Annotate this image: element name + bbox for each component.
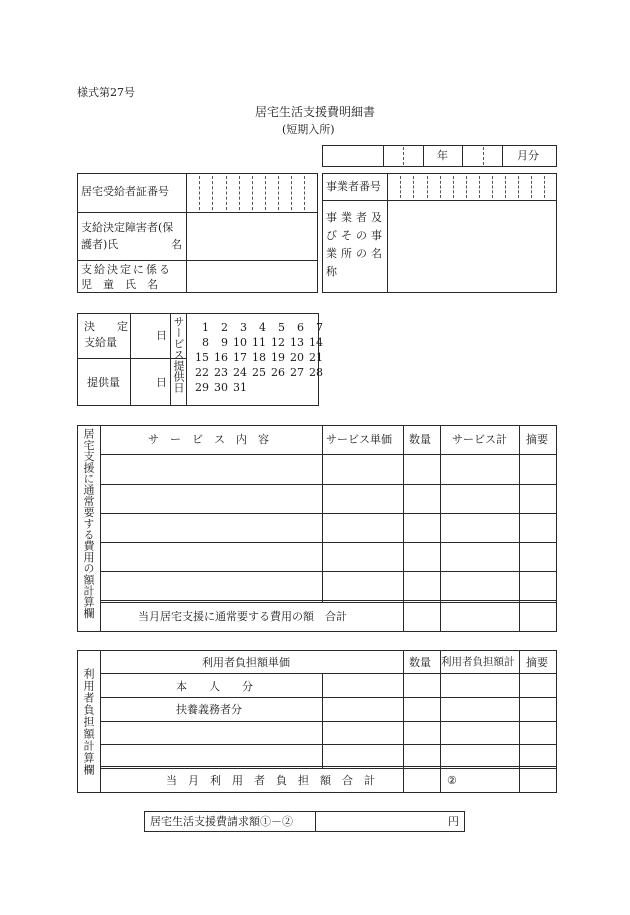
provider-name-label-2: びその事 [326, 229, 386, 242]
form-number: 様式第27号 [77, 86, 135, 99]
calendar-row [190, 335, 323, 350]
calendar-row [190, 350, 323, 365]
calendar-day: 11 [252, 336, 266, 349]
burden-total-label: 当 月 利 用 者 負 担 額 合 計 [166, 774, 375, 787]
provider-number-label: 事業者番号 [326, 180, 381, 193]
page-title: 居宅生活支援費明細書 [255, 105, 376, 119]
provider-name-label-3: 業所の名 [326, 247, 386, 260]
burden-side-label: 利用者負担額計算欄 [82, 668, 95, 776]
disabled-name-label: 支給決定障害者(保 [81, 221, 174, 234]
calendar-day: 4 [259, 321, 266, 334]
calendar-day: 19 [271, 351, 285, 364]
service-day-calendar [190, 320, 323, 395]
calendar-day: 9 [221, 336, 228, 349]
service-content-header: サ ー ビ ス 内 容 [148, 433, 269, 446]
burden-unit-header: 利用者負担額単価 [202, 656, 290, 669]
self-row-label: 本 人 分 [176, 680, 253, 693]
calendar-row [190, 380, 323, 395]
calendar-day: 22 [195, 366, 209, 379]
disabled-name-label-2: 護者)氏 [81, 238, 119, 251]
calendar-day: 25 [252, 366, 266, 379]
unit-price-header: サービス単価 [326, 433, 392, 446]
month-label: 月分 [517, 149, 539, 162]
cost-side-label: 居宅支援に通常要する費用の額計算欄 [82, 428, 95, 619]
burden-total-mark: ② [447, 774, 457, 787]
decided-label-2: 支給量 [84, 336, 117, 349]
calendar-day: 28 [309, 366, 323, 379]
burden-qty-header: 数量 [409, 656, 431, 669]
calendar-day: 14 [309, 336, 323, 349]
service-total-header: サービス計 [452, 433, 507, 446]
calendar-day: 15 [195, 351, 209, 364]
day-unit-2: 日 [156, 376, 167, 389]
service-day-label: サービス提供日 [172, 316, 185, 393]
claim-unit: 円 [448, 815, 459, 828]
calendar-day [247, 380, 266, 395]
year-label: 年 [437, 149, 448, 162]
cost-total-label: 当月居宅支援に通常要する費用の額 合計 [138, 610, 347, 623]
provided-label: 提供量 [87, 376, 120, 389]
calendar-day: 31 [233, 381, 247, 394]
calendar-day [285, 380, 304, 395]
cert-number-label: 居宅受給者証番号 [81, 185, 169, 198]
calendar-day: 1 [202, 321, 209, 334]
calendar-day: 26 [271, 366, 285, 379]
guardian-row-label: 扶養義務者分 [176, 703, 242, 716]
burden-total-header: 利用者負担額計 [441, 656, 515, 668]
calendar-day: 8 [202, 336, 209, 349]
calendar-day: 20 [290, 351, 304, 364]
remarks-header: 摘要 [526, 433, 548, 446]
page-subtitle: (短期入所) [282, 123, 335, 136]
calendar-day: 24 [233, 366, 247, 379]
calendar-day: 3 [240, 321, 247, 334]
calendar-day: 29 [195, 381, 209, 394]
calendar-day [304, 380, 323, 395]
child-label: 支給決定に係る [81, 263, 172, 276]
disabled-name-label-3: 名 [171, 238, 182, 251]
calendar-day: 2 [221, 321, 228, 334]
calendar-day: 23 [214, 366, 228, 379]
burden-remarks-header: 摘要 [526, 656, 548, 669]
calendar-day: 21 [309, 351, 323, 364]
calendar-row [190, 365, 323, 380]
calendar-day: 5 [278, 321, 285, 334]
child-name-label: 児 童 氏 名 [81, 278, 158, 291]
calendar-day [266, 380, 285, 395]
calendar-day: 12 [271, 336, 285, 349]
calendar-day: 16 [214, 351, 228, 364]
calendar-day: 30 [214, 381, 228, 394]
claim-label: 居宅生活支援費請求額①－② [150, 815, 293, 828]
calendar-day: 13 [290, 336, 304, 349]
provider-name-label-4: 称 [326, 265, 337, 278]
calendar-day: 18 [252, 351, 266, 364]
calendar-day: 10 [233, 336, 247, 349]
qty-header: 数量 [409, 433, 431, 446]
day-unit-1: 日 [156, 329, 167, 342]
calendar-day: 7 [316, 321, 323, 334]
calendar-day: 6 [297, 321, 304, 334]
provider-name-label-1: 事業者及 [326, 211, 386, 224]
calendar-day: 17 [233, 351, 247, 364]
calendar-day: 27 [290, 366, 304, 379]
calendar-row [190, 320, 323, 335]
decided-label: 決 定 [84, 320, 128, 333]
